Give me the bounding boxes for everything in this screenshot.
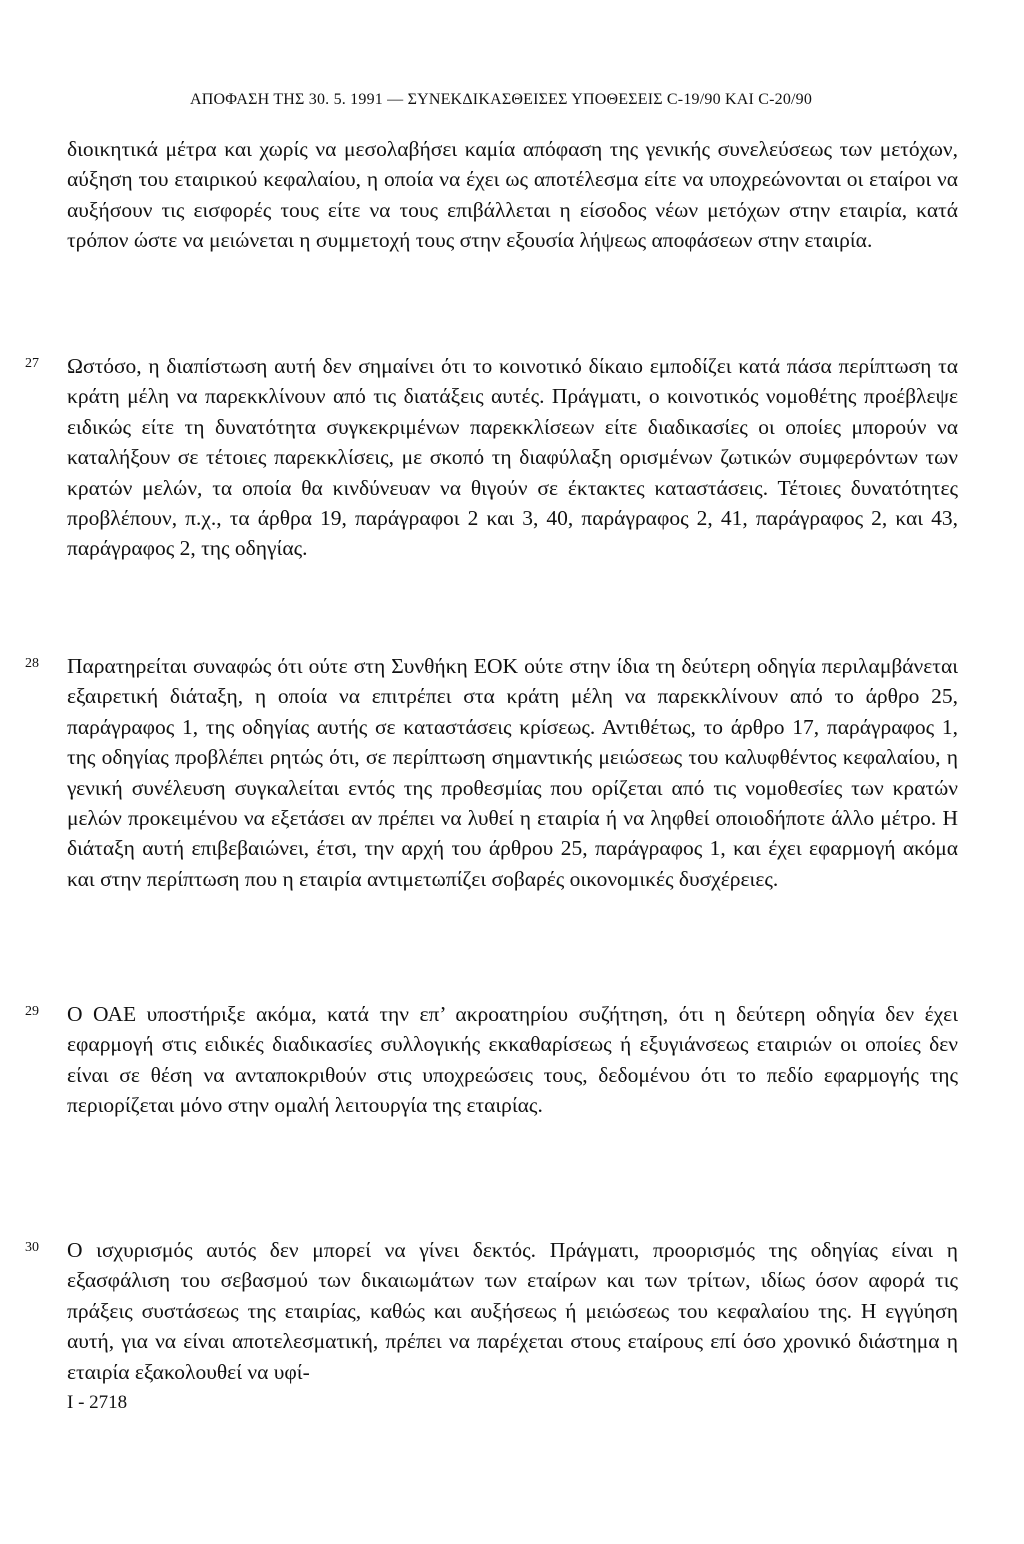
paragraph-27: [25, 351, 958, 564]
running-header: ΑΠΟΦΑΣΗ ΤΗΣ 30. 5. 1991 — ΣΥΝΕΚΔΙΚΑΣΘΕΙΣΕΣ ΥΠΟΘΕΣΕΙΣ C-19/90 ΚΑΙ C-20/90: [190, 91, 813, 108]
paragraph-29: [25, 999, 958, 1121]
paragraph-number: 28: [25, 656, 39, 671]
paragraph-text: Ωστόσο, η διαπίστωση αυτή δεν σημαίνει ότι το κοινοτικό δίκαιο εμποδίζει κατά πάσα περίπτωση τα κράτη μέλη να παρεκκλίνουν από τις διατάξεις αυτές. Πράγματι, ο κοινοτικός νομοθέτης προέβλεψε ειδικώς είτε τη δυνατότητα συγκεκριμένων παρεκκλίσεων είτε διαδικασίες οι οποίες μπορούν να καταλήξουν σε τέτοιες παρεκκλίσεις, με σκοπό τη διαφύλαξη ορισμένων ζωτικών συμφερόντων των κρατών μελών, τα οποία θα κινδύνευαν να θιγούν σε έκτακτες καταστάσεις. Τέτοιες δυνατότητες προβλέπουν, π.χ., τα άρθρα 19, παράγραφοι 2 και 3, 40, παράγραφος 2, 41, παράγραφος 2, και 43, παράγραφος 2, της οδηγίας.: [67, 354, 958, 561]
paragraph-number: 30: [25, 1240, 39, 1255]
paragraph-number: 29: [25, 1004, 39, 1019]
paragraph-number: 27: [25, 356, 39, 371]
paragraph-text: Ο ισχυρισμός αυτός δεν μπορεί να γίνει δεκτός. Πράγματι, προορισμός της οδηγίας είναι η εξασφάλιση του σεβασμού των δικαιωμάτων των εταίρων και των τρίτων, ιδίως όσον αφορά τις πράξεις συστάσεως της εταιρίας, καθώς και αυξήσεως ή μειώσεως του κεφαλαίου της. Η εγγύηση αυτή, για να είναι αποτελεσματική, πρέπει να παρέχεται στους εταίρους επί όσο χρονικό διάστημα η εταιρία εξακολουθεί να υφί-: [67, 1238, 958, 1384]
paragraph-28: [25, 651, 958, 894]
continued-paragraph: διοικητικά μέτρα και χωρίς να μεσολαβήσει καμία απόφαση της γενικής συνελεύσεως των μετόχων, αύξηση του εταιρικού κεφαλαίου, η οποία να έχει ως αποτέλεσμα είτε να υποχρεώνονται οι εταίροι να αυξήσουν τις εισφορές τους είτε να τους επιβάλλεται η είσοδος νέων μετόχων στην εταιρία, κατά τρόπον ώστε να μειώνεται η συμμετοχή τους στην εξουσία λήψεως αποφάσεων στην εταιρία.: [67, 137, 958, 253]
paragraph-text: Παρατηρείται συναφώς ότι ούτε στη Συνθήκη ΕΟΚ ούτε στην ίδια τη δεύτερη οδηγία περιλαμβάνεται εξαιρετική διάταξη, η οποία να επιτρέπει στα κράτη μέλη να παρεκκλίνουν από το άρθρο 25, παράγραφος 1, της οδηγίας αυτής σε καταστάσεις κρίσεως. Αντιθέτως, το άρθρο 17, παράγραφος 1, της οδηγίας προβλέπει ρητώς ότι, σε περίπτωση σημαντικής μειώσεως του καλυφθέντος κεφαλαίου, η γενική συνέλευση συγκαλείται εντός της προθεσμίας που ορίζεται από τις νομοθεσίες των κρατών μελών προκειμένου να εξετάσει αν πρέπει να λυθεί η εταιρία ή να ληφθεί οποιοδήποτε άλλο μέτρο. Η διάταξη αυτή επιβεβαιώνει, έτσι, την αρχή του άρθρου 25, παράγραφος 1, και έχει εφαρμογή ακόμα και στην περίπτωση που η εταιρία αντιμετωπίζει σοβαρές οικονομικές δυσχέρειες.: [67, 654, 958, 891]
page-number: I - 2718: [67, 1392, 128, 1413]
paragraph-text: Ο ΟΑΕ υποστήριξε ακόμα, κατά την επ’ ακροατηρίου συζήτηση, ότι η δεύτερη οδηγία δεν έχει εφαρμογή στις ειδικές διαδικασίες συλλογικής εκκαθαρίσεως ή εξυγιάνσεως εταιριών οι οποίες δεν είναι σε θέση να ανταποκριθούν στις υποχρεώσεις τους, δεδομένου ότι το πεδίο εφαρμογής της περιορίζεται μόνο στην ομαλή λειτουργία της εταιρίας.: [67, 1002, 958, 1118]
paragraph-30: [25, 1235, 958, 1387]
